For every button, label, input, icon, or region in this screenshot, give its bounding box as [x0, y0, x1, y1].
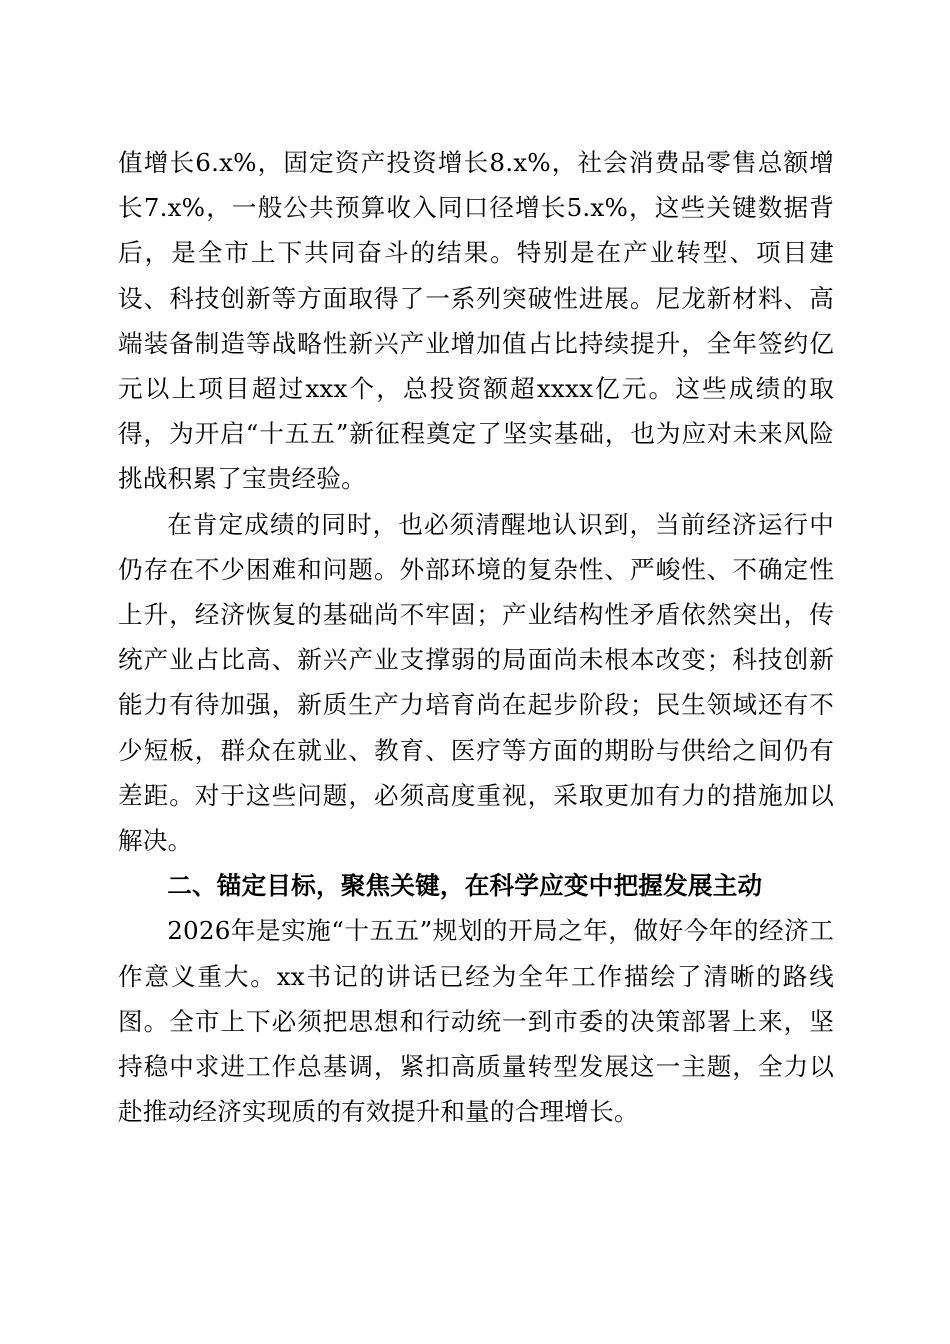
- document-body: [118, 140, 834, 1134]
- paragraph-economic-results: 值增长6.x%，固定资产投资增长8.x%，社会消费品零售总额增长7.x%，一般公共预算收入同口径增长5.x%，这些关键数据背后，是全市上下共同奋斗的结果。特别是在产业转型、项目建设、科技创新等方面取得了一系列突破性进展。尼龙新材料、高端装备制造等战略性新兴产业增加值占比持续提升，全年签约亿元以上项目超过xxx个，总投资额超xxxx亿元。这些成绩的取得，为开启“十五五”新征程奠定了坚实基础，也为应对未来风险挑战积累了宝贵经验。: [118, 148, 834, 494]
- paragraph-problems: 在肯定成绩的同时，也必须清醒地认识到，当前经济运行中仍存在不少困难和问题。外部环境的复杂性、严峻性、不确定性上升，经济恢复的基础尚不牢固；产业结构性矛盾依然突出，传统产业占比高、新兴产业支撑弱的局面尚未根本改变；科技创新能力有待加强，新质生产力培育尚在起步阶段；民生领域还有不少短板，群众在就业、教育、医疗等方面的期盼与供给之间仍有差距。对于这些问题，必须高度重视，采取更加有力的措施加以解决。: [118, 509, 834, 856]
- paragraph-2026-goals: 2026年是实施“十五五”规划的开局之年，做好今年的经济工作意义重大。xx书记的讲话已经为全年工作描绘了清晰的路线图。全市上下必须把思想和行动统一到市委的决策部署上来，坚持稳中求进工作总基调，紧扣高质量转型发展这一主题，全力以赴推动经济实现质的有效提升和量的合理增长。: [118, 916, 834, 1127]
- section-heading-two: 二、锚定目标，聚焦关键，在科学应变中把握发展主动: [167, 871, 763, 901]
